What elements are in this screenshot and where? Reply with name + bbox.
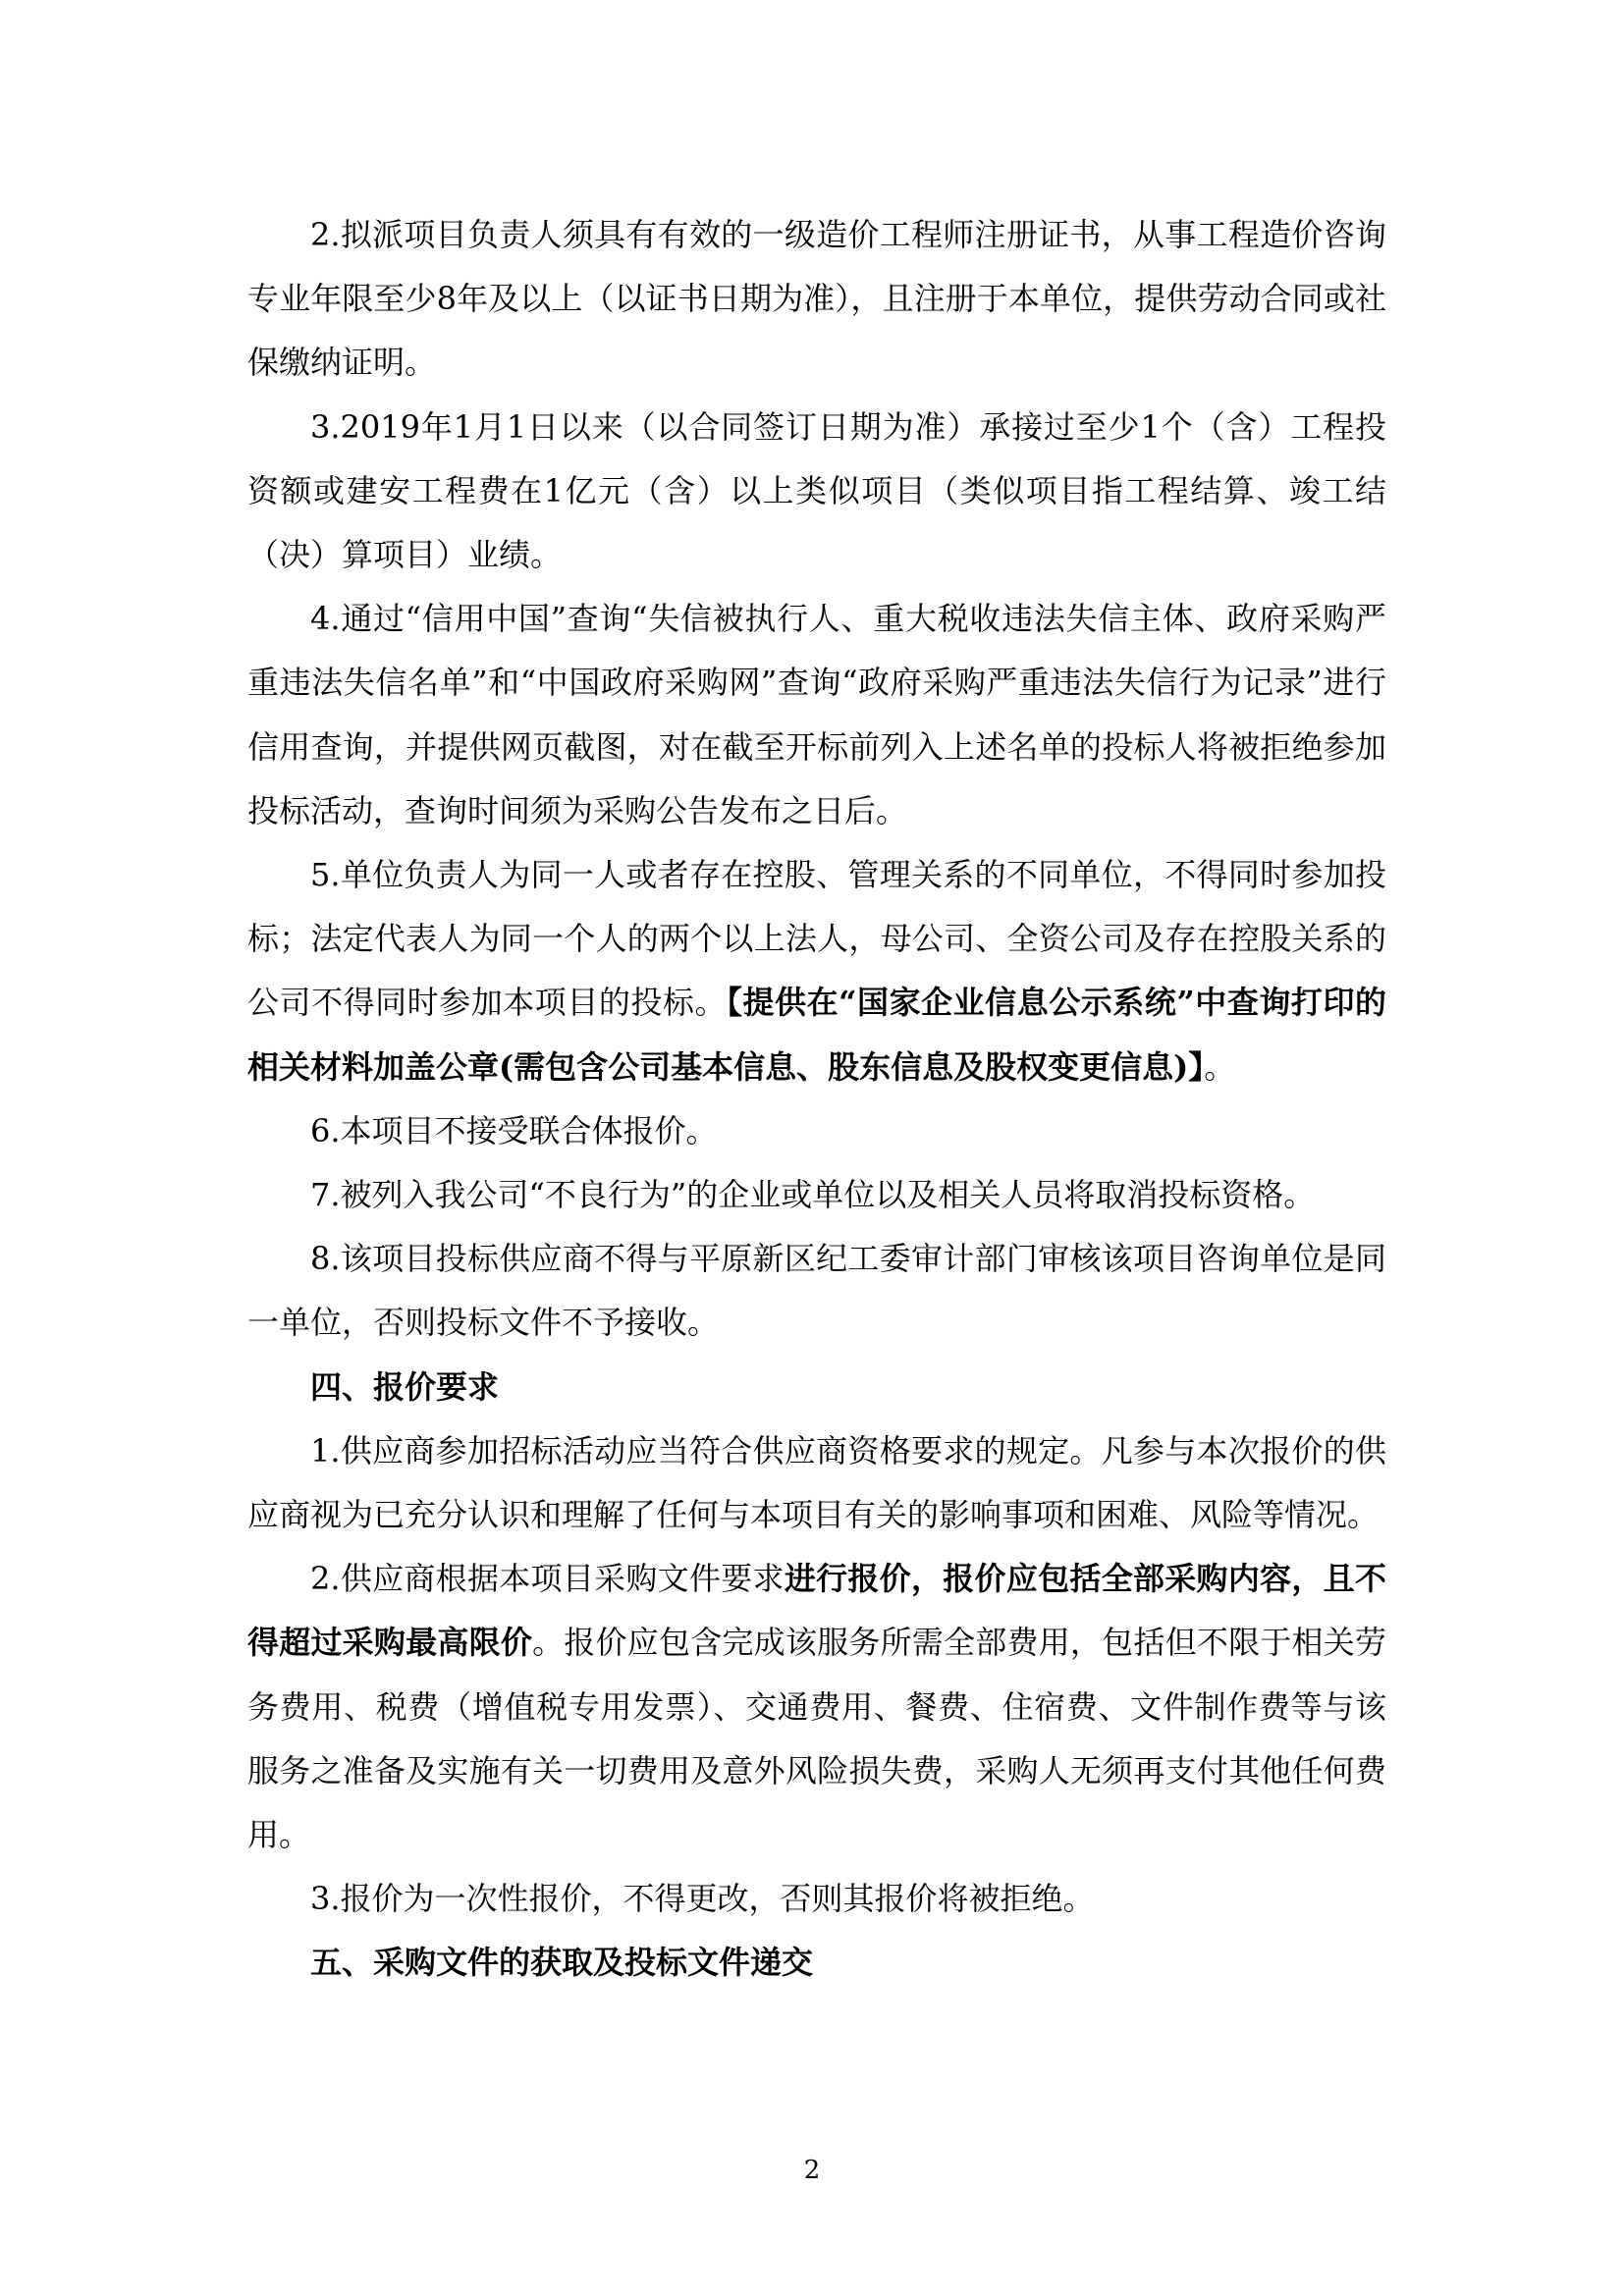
paragraph-req-6: 6.本项目不接受联合体报价。: [310, 1111, 718, 1149]
paragraph-quote-3: 3.报价为一次性报价，不得更改，否则其报价将被拒绝。: [310, 1880, 1095, 1918]
paragraph-req-3: 3.2019年1月1日以来（以合同签订日期为准）承接过至少1个（含）工程投资额或建安工程费在1亿元（含）以上类似项目（类似项目指工程结算、竣工结（决）算项目）业绩。: [247, 407, 1386, 574]
paragraph-req-5: [247, 843, 1386, 1099]
paragraph-quote-2-bold: 进行报价，报价应包括全部采购内容，且不得超过采购最高限价: [247, 1560, 1386, 1662]
paragraph-req-5-text: 5.单位负责人为同一人或者存在控股、管理关系的不同单位，不得同时参加投标；法定代表人为同一个人的两个以上法人，母公司、全资公司及存在控股关系的公司不得同时参加本项目的投标。: [247, 856, 1386, 1022]
paragraph-quote-2-text: 2.供应商根据本项目采购文件要求: [310, 1560, 785, 1598]
document-body: [247, 203, 1386, 1996]
paragraph-req-8: 8.该项目投标供应商不得与平原新区纪工委审计部门审核该项目咨询单位是同一单位，否则投标文件不予接收。: [247, 1240, 1386, 1342]
paragraph-quote-1: 1.供应商参加招标活动应当符合供应商资格要求的规定。凡参与本次报价的供应商视为已充分认识和理解了任何与本项目有关的影响事项和困难、风险等情况。: [247, 1431, 1386, 1534]
paragraph-req-5-bold: 【提供在“国家企业信息公示系统”中查询打印的相关材料加盖公章(需包含公司基本信息、股东信息及股权变更信息)】: [247, 984, 1386, 1086]
paragraph-req-5-tail: 。: [1204, 1047, 1236, 1086]
paragraph-quote-2: [247, 1547, 1386, 1867]
section-heading-quote: 四、报价要求: [310, 1367, 500, 1406]
paragraph-req-2: 2.拟派项目负责人须具有有效的一级造价工程师注册证书，从事工程造价咨询专业年限至少8年及以上（以证书日期为准），且注册于本单位，提供劳动合同或社保缴纳证明。: [247, 216, 1386, 382]
paragraph-req-7: 7.被列入我公司“不良行为”的企业或单位以及相关人员将取消投标资格。: [310, 1176, 1316, 1214]
paragraph-quote-2-tail: 。报价应包含完成该服务所需全部费用，包括但不限于相关劳务费用、税费（增值税专用发票）、交通费用、餐费、住宿费、文件制作费等与该服务之准备及实施有关一切费用及意外风险损失费，采购人无须再支付其他任何费用。: [247, 1624, 1386, 1854]
page-number: 2: [803, 2156, 821, 2185]
section-heading-documents: 五、采购文件的获取及投标文件递交: [310, 1944, 814, 1982]
paragraph-req-4: 4.通过“信用中国”查询“失信被执行人、重大税收违法失信主体、政府采购严重违法失信名单”和“中国政府采购网”查询“政府采购严重违法失信行为记录”进行信用查询，并提供网页截图，对在截至开标前列入上述名单的投标人将被拒绝参加投标活动，查询时间须为采购公告发布之日后。: [247, 600, 1386, 829]
